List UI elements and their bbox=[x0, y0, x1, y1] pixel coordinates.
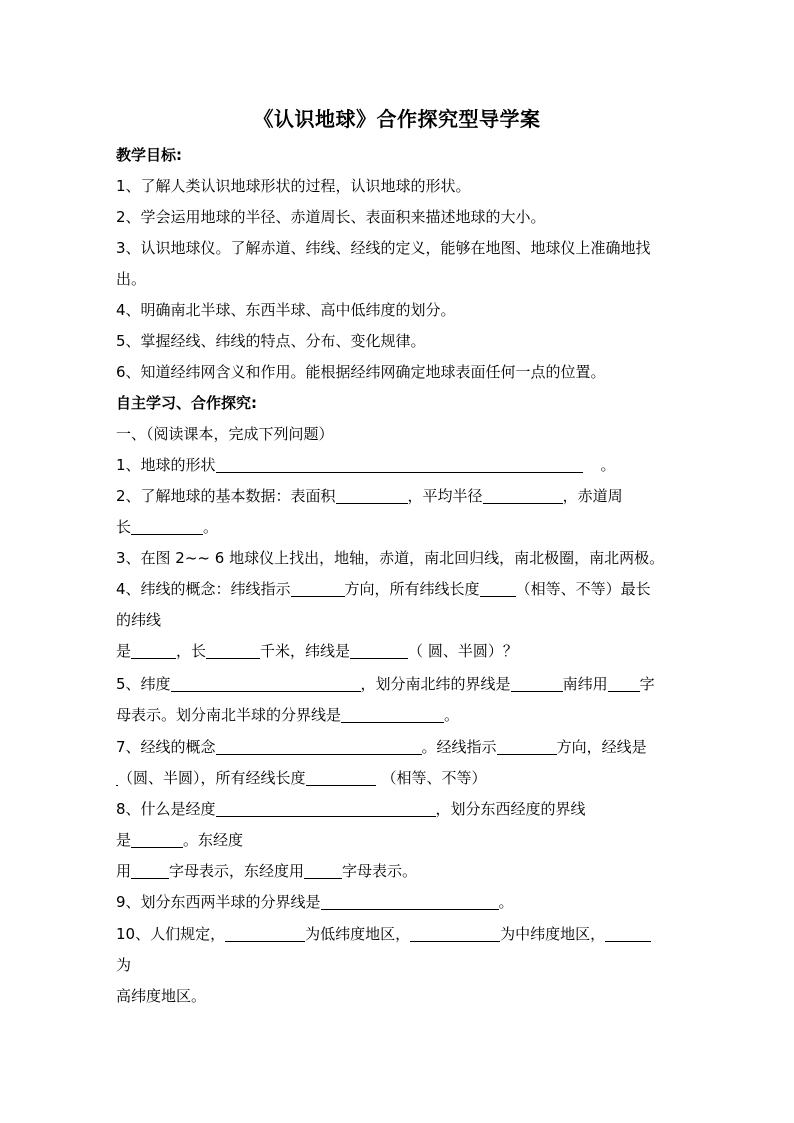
question-1: 1、地球的形状 。 bbox=[116, 456, 616, 474]
question-10-continued: 高纬度地区。 bbox=[116, 987, 207, 1005]
answer-blank[interactable] bbox=[131, 862, 169, 879]
answer-blank[interactable] bbox=[608, 675, 640, 692]
question-5-continued: 母表示。划分南北半球的分界线是 。 bbox=[116, 706, 460, 724]
question-9: 9、划分东西两半球的分界线是 。 bbox=[116, 893, 514, 911]
answer-blank[interactable] bbox=[480, 580, 516, 597]
answer-blank[interactable] bbox=[321, 893, 499, 910]
question-5: 5、纬度 ，划分南北纬的界线是 南纬用 字 bbox=[116, 675, 655, 693]
answer-blank[interactable] bbox=[131, 831, 183, 848]
answer-blank[interactable] bbox=[216, 800, 436, 817]
question-4: 4、纬线的概念：纬线指示 方向，所有纬线长度 （相等、不等）最长 bbox=[116, 580, 651, 598]
question-10-continued: 为 bbox=[116, 956, 132, 974]
goals-heading: 教学目标: bbox=[116, 146, 182, 164]
answer-blank[interactable] bbox=[291, 580, 345, 597]
goal-item: 2、学会运用地球的半径、赤道周长、表面积来描述地球的大小。 bbox=[116, 208, 546, 226]
question-7: 7、经线的概念 。经线指示 方向，经线是 bbox=[116, 738, 647, 756]
goal-item-continued: 出。 bbox=[116, 270, 147, 288]
section-one-heading: 一、（阅读课本，完成下列问题） bbox=[116, 425, 334, 443]
goal-item: 4、明确南北半球、东西半球、高中低纬度的划分。 bbox=[116, 301, 456, 319]
answer-blank[interactable] bbox=[131, 642, 176, 659]
question-8: 8、什么是经度 ，划分东西经度的界线 bbox=[116, 800, 586, 818]
question-7-continued: （圆、半圆），所有经线长度 （相等、不等） bbox=[118, 769, 487, 787]
goal-item: 6、知道经纬网含义和作用。能根据经纬网确定地球表面任何一点的位置。 bbox=[116, 363, 606, 381]
answer-blank[interactable] bbox=[131, 518, 203, 535]
answer-blank[interactable] bbox=[216, 738, 422, 755]
goal-item: 1、了解人类认识地球形状的过程，认识地球的形状。 bbox=[116, 177, 471, 195]
answer-blank[interactable] bbox=[605, 925, 651, 942]
answer-blank[interactable] bbox=[410, 925, 500, 942]
answer-blank[interactable] bbox=[497, 738, 557, 755]
question-10: 10、人们规定， 为低纬度地区， 为中纬度地区， bbox=[116, 924, 651, 944]
answer-blank[interactable] bbox=[206, 642, 260, 659]
answer-blank[interactable] bbox=[216, 456, 583, 473]
answer-blank[interactable] bbox=[225, 925, 305, 942]
answer-blank[interactable] bbox=[483, 487, 563, 504]
question-4-continued: 是 ，长 千米，纬线是 （ 圆、半圆）？ bbox=[116, 642, 518, 660]
question-2: 2、了解地球的基本数据：表面积 ，平均半径 ，赤道周 bbox=[116, 487, 623, 505]
question-2-continued: 长 。 bbox=[116, 518, 219, 536]
answer-blank[interactable] bbox=[341, 706, 444, 723]
question-3: 3、在图 2~~ 6 地球仪上找出，地轴，赤道，南北回归线，南北极圈，南北两极。 bbox=[116, 549, 665, 567]
answer-blank[interactable] bbox=[350, 642, 408, 659]
answer-blank[interactable] bbox=[511, 675, 563, 692]
question-8-continued: 是 。东经度 bbox=[116, 831, 244, 849]
answer-blank[interactable] bbox=[306, 769, 376, 786]
study-heading: 自主学习、合作探究: bbox=[116, 394, 257, 412]
question-4-continued: 的纬线 bbox=[116, 611, 162, 629]
answer-blank[interactable] bbox=[336, 487, 408, 504]
goal-item: 3、认识地球仪。了解赤道、纬线、经线的定义，能够在地图、地球仪上准确地找 bbox=[116, 239, 651, 257]
goal-item: 5、掌握经线、纬线的特点、分布、变化规律。 bbox=[116, 332, 426, 350]
page-title: 《认识地球》合作探究型导学案 bbox=[253, 107, 541, 131]
question-8-continued: 用 字母表示，东经度用 字母表示。 bbox=[116, 862, 418, 880]
answer-blank[interactable] bbox=[304, 862, 342, 879]
answer-blank[interactable] bbox=[171, 675, 361, 692]
